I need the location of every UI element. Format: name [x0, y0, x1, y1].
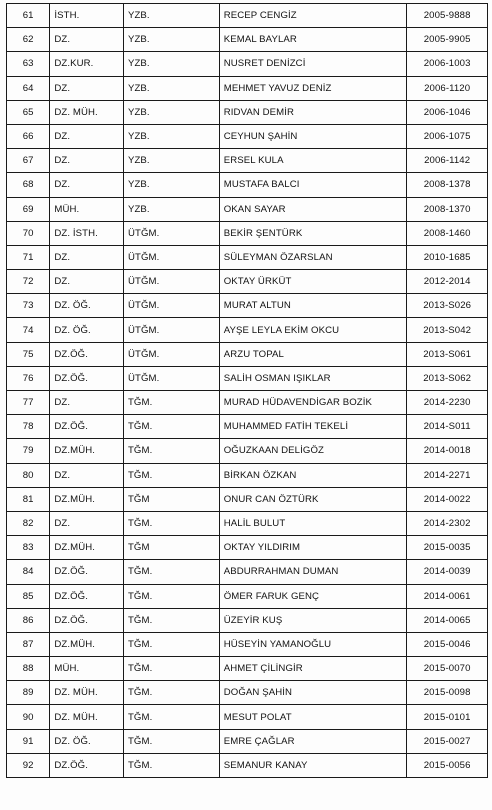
registry-number-cell: 2015-0098 [407, 681, 488, 705]
row-number-cell: 79 [7, 439, 50, 463]
full-name-cell: MEHMET YAVUZ DENİZ [219, 76, 407, 100]
table-row [7, 124, 488, 148]
row-number-cell: 85 [7, 584, 50, 608]
full-name-cell: CEYHUN ŞAHİN [219, 124, 407, 148]
row-number-cell: 70 [7, 221, 50, 245]
branch-cell: DZ. ÖĞ. [50, 729, 124, 753]
registry-number-cell: 2015-0056 [407, 753, 488, 777]
rank-cell: TĞM. [123, 415, 219, 439]
full-name-cell: BİRKAN ÖZKAN [219, 463, 407, 487]
registry-number-cell: 2014-0065 [407, 608, 488, 632]
full-name-cell: ERSEL KULA [219, 149, 407, 173]
registry-number-cell: 2006-1075 [407, 124, 488, 148]
rank-cell: ÜTĞM. [123, 245, 219, 269]
branch-cell: DZ. [50, 511, 124, 535]
row-number-cell: 61 [7, 4, 50, 28]
branch-cell: DZ. [50, 76, 124, 100]
row-number-cell: 74 [7, 318, 50, 342]
row-number-cell: 72 [7, 270, 50, 294]
table-row [7, 753, 488, 777]
row-number-cell: 67 [7, 149, 50, 173]
registry-number-cell: 2014-2230 [407, 391, 488, 415]
registry-number-cell: 2013-S061 [407, 342, 488, 366]
full-name-cell: OKAN SAYAR [219, 197, 407, 221]
full-name-cell: SALİH OSMAN IŞIKLAR [219, 366, 407, 390]
table-row [7, 511, 488, 535]
rank-cell: YZB. [123, 28, 219, 52]
full-name-cell: KEMAL BAYLAR [219, 28, 407, 52]
table-row [7, 294, 488, 318]
row-number-cell: 87 [7, 632, 50, 656]
rank-cell: TĞM [123, 487, 219, 511]
branch-cell: DZ. [50, 270, 124, 294]
row-number-cell: 71 [7, 245, 50, 269]
rank-cell: YZB. [123, 52, 219, 76]
rank-cell: ÜTĞM. [123, 221, 219, 245]
rank-cell: ÜTĞM. [123, 294, 219, 318]
branch-cell: DZ.KUR. [50, 52, 124, 76]
row-number-cell: 89 [7, 681, 50, 705]
branch-cell: DZ.MÜH. [50, 487, 124, 511]
registry-number-cell: 2014-0061 [407, 584, 488, 608]
branch-cell: DZ. [50, 463, 124, 487]
rank-cell: YZB. [123, 197, 219, 221]
rank-cell: TĞM. [123, 391, 219, 415]
full-name-cell: SÜLEYMAN ÖZARSLAN [219, 245, 407, 269]
row-number-cell: 92 [7, 753, 50, 777]
rank-cell: TĞM. [123, 657, 219, 681]
rank-cell: TĞM. [123, 681, 219, 705]
branch-cell: MÜH. [50, 197, 124, 221]
full-name-cell: ARZU TOPAL [219, 342, 407, 366]
branch-cell: DZ.MÜH. [50, 439, 124, 463]
table-row [7, 197, 488, 221]
full-name-cell: ONUR CAN ÖZTÜRK [219, 487, 407, 511]
registry-number-cell: 2014-0018 [407, 439, 488, 463]
rank-cell: TĞM. [123, 608, 219, 632]
branch-cell: DZ. ÖĞ. [50, 318, 124, 342]
rank-cell: YZB. [123, 100, 219, 124]
table-row [7, 28, 488, 52]
table-row [7, 318, 488, 342]
branch-cell: DZ. [50, 391, 124, 415]
rank-cell: TĞM. [123, 729, 219, 753]
branch-cell: DZ.ÖĞ. [50, 584, 124, 608]
full-name-cell: HÜSEYİN YAMANOĞLU [219, 632, 407, 656]
row-number-cell: 91 [7, 729, 50, 753]
rank-cell: YZB. [123, 4, 219, 28]
registry-number-cell: 2013-S026 [407, 294, 488, 318]
full-name-cell: MURAD HÜDAVENDİGAR BOZİK [219, 391, 407, 415]
rank-cell: TĞM. [123, 584, 219, 608]
branch-cell: DZ. [50, 28, 124, 52]
branch-cell: DZ.ÖĞ. [50, 415, 124, 439]
rank-cell: TĞM. [123, 632, 219, 656]
branch-cell: DZ.ÖĞ. [50, 753, 124, 777]
full-name-cell: MURAT ALTUN [219, 294, 407, 318]
table-row [7, 681, 488, 705]
full-name-cell: MUSTAFA BALCI [219, 173, 407, 197]
full-name-cell: OĞUZKAAN DELİGÖZ [219, 439, 407, 463]
branch-cell: DZ. MÜH. [50, 705, 124, 729]
row-number-cell: 62 [7, 28, 50, 52]
full-name-cell: DOĞAN ŞAHİN [219, 681, 407, 705]
personnel-table [6, 3, 488, 778]
table-row [7, 657, 488, 681]
registry-number-cell: 2015-0035 [407, 536, 488, 560]
table-row [7, 632, 488, 656]
registry-number-cell: 2014-0039 [407, 560, 488, 584]
registry-number-cell: 2014-0022 [407, 487, 488, 511]
row-number-cell: 81 [7, 487, 50, 511]
branch-cell: MÜH. [50, 657, 124, 681]
branch-cell: DZ. İSTH. [50, 221, 124, 245]
rank-cell: TĞM. [123, 463, 219, 487]
rank-cell: ÜTĞM. [123, 270, 219, 294]
row-number-cell: 75 [7, 342, 50, 366]
rank-cell: YZB. [123, 124, 219, 148]
row-number-cell: 65 [7, 100, 50, 124]
branch-cell: DZ. [50, 173, 124, 197]
row-number-cell: 66 [7, 124, 50, 148]
full-name-cell: AHMET ÇİLİNGİR [219, 657, 407, 681]
table-row [7, 366, 488, 390]
full-name-cell: RIDVAN DEMİR [219, 100, 407, 124]
row-number-cell: 69 [7, 197, 50, 221]
table-row [7, 439, 488, 463]
rank-cell: YZB. [123, 149, 219, 173]
full-name-cell: OKTAY ÜRKÜT [219, 270, 407, 294]
registry-number-cell: 2006-1120 [407, 76, 488, 100]
row-number-cell: 82 [7, 511, 50, 535]
table-row [7, 705, 488, 729]
row-number-cell: 77 [7, 391, 50, 415]
row-number-cell: 64 [7, 76, 50, 100]
full-name-cell: ABDURRAHMAN DUMAN [219, 560, 407, 584]
full-name-cell: ÖMER FARUK GENÇ [219, 584, 407, 608]
rank-cell: TĞM [123, 536, 219, 560]
full-name-cell: RECEP CENGİZ [219, 4, 407, 28]
row-number-cell: 86 [7, 608, 50, 632]
full-name-cell: BEKİR ŞENTÜRK [219, 221, 407, 245]
table-row [7, 463, 488, 487]
personnel-table-body [7, 4, 488, 778]
table-row [7, 415, 488, 439]
registry-number-cell: 2014-S011 [407, 415, 488, 439]
registry-number-cell: 2015-0046 [407, 632, 488, 656]
full-name-cell: HALİL BULUT [219, 511, 407, 535]
full-name-cell: NUSRET DENİZCİ [219, 52, 407, 76]
rank-cell: TĞM. [123, 753, 219, 777]
row-number-cell: 88 [7, 657, 50, 681]
branch-cell: DZ. [50, 149, 124, 173]
registry-number-cell: 2013-S042 [407, 318, 488, 342]
full-name-cell: EMRE ÇAĞLAR [219, 729, 407, 753]
registry-number-cell: 2006-1142 [407, 149, 488, 173]
branch-cell: DZ.MÜH. [50, 536, 124, 560]
full-name-cell: OKTAY YILDIRIM [219, 536, 407, 560]
registry-number-cell: 2015-0027 [407, 729, 488, 753]
rank-cell: ÜTĞM. [123, 342, 219, 366]
table-row [7, 52, 488, 76]
row-number-cell: 90 [7, 705, 50, 729]
row-number-cell: 76 [7, 366, 50, 390]
full-name-cell: ÜZEYİR KUŞ [219, 608, 407, 632]
registry-number-cell: 2008-1370 [407, 197, 488, 221]
table-row [7, 221, 488, 245]
branch-cell: DZ. MÜH. [50, 681, 124, 705]
table-row [7, 536, 488, 560]
registry-number-cell: 2015-0101 [407, 705, 488, 729]
rank-cell: TĞM. [123, 511, 219, 535]
rank-cell: ÜTĞM. [123, 318, 219, 342]
branch-cell: İSTH. [50, 4, 124, 28]
rank-cell: YZB. [123, 173, 219, 197]
registry-number-cell: 2015-0070 [407, 657, 488, 681]
table-row [7, 4, 488, 28]
registry-number-cell: 2008-1460 [407, 221, 488, 245]
table-row [7, 149, 488, 173]
branch-cell: DZ.MÜH. [50, 632, 124, 656]
branch-cell: DZ.ÖĞ. [50, 342, 124, 366]
row-number-cell: 83 [7, 536, 50, 560]
row-number-cell: 78 [7, 415, 50, 439]
registry-number-cell: 2013-S062 [407, 366, 488, 390]
branch-cell: DZ. MÜH. [50, 100, 124, 124]
table-row [7, 391, 488, 415]
table-row [7, 487, 488, 511]
table-row [7, 76, 488, 100]
branch-cell: DZ. ÖĞ. [50, 294, 124, 318]
branch-cell: DZ.ÖĞ. [50, 366, 124, 390]
branch-cell: DZ.ÖĞ. [50, 560, 124, 584]
branch-cell: DZ. [50, 245, 124, 269]
branch-cell: DZ.ÖĞ. [50, 608, 124, 632]
registry-number-cell: 2006-1003 [407, 52, 488, 76]
row-number-cell: 63 [7, 52, 50, 76]
rank-cell: TĞM. [123, 439, 219, 463]
full-name-cell: AYŞE LEYLA EKİM OKCU [219, 318, 407, 342]
registry-number-cell: 2014-2271 [407, 463, 488, 487]
registry-number-cell: 2014-2302 [407, 511, 488, 535]
row-number-cell: 80 [7, 463, 50, 487]
row-number-cell: 68 [7, 173, 50, 197]
row-number-cell: 84 [7, 560, 50, 584]
rank-cell: YZB. [123, 76, 219, 100]
full-name-cell: MUHAMMED FATİH TEKELİ [219, 415, 407, 439]
table-row [7, 245, 488, 269]
table-row [7, 608, 488, 632]
rank-cell: TĞM. [123, 705, 219, 729]
table-row [7, 560, 488, 584]
table-row [7, 729, 488, 753]
rank-cell: TĞM. [123, 560, 219, 584]
table-row [7, 173, 488, 197]
table-row [7, 342, 488, 366]
branch-cell: DZ. [50, 124, 124, 148]
table-row [7, 270, 488, 294]
table-row [7, 100, 488, 124]
row-number-cell: 73 [7, 294, 50, 318]
registry-number-cell: 2010-1685 [407, 245, 488, 269]
full-name-cell: MESUT POLAT [219, 705, 407, 729]
table-row [7, 584, 488, 608]
full-name-cell: SEMANUR KANAY [219, 753, 407, 777]
registry-number-cell: 2005-9888 [407, 4, 488, 28]
registry-number-cell: 2005-9905 [407, 28, 488, 52]
registry-number-cell: 2006-1046 [407, 100, 488, 124]
rank-cell: ÜTĞM. [123, 366, 219, 390]
registry-number-cell: 2012-2014 [407, 270, 488, 294]
registry-number-cell: 2008-1378 [407, 173, 488, 197]
